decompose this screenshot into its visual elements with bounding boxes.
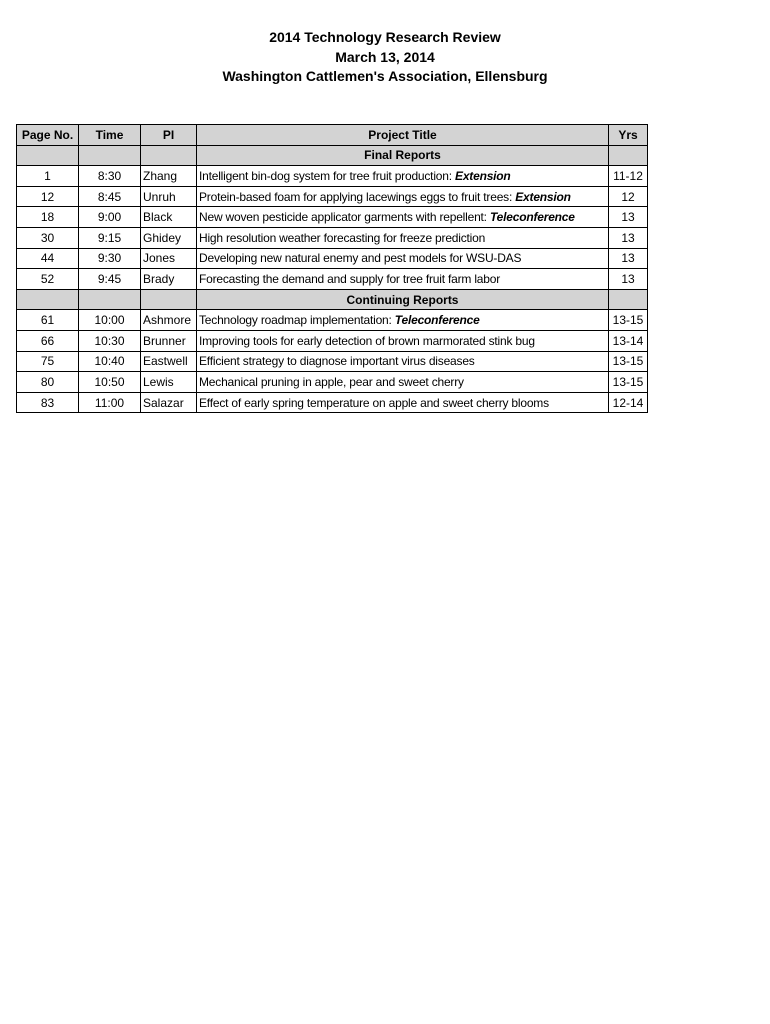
project-title-cell: [197, 248, 609, 269]
table-row: [17, 248, 648, 269]
pi-cell: Lewis: [141, 372, 197, 393]
column-header-project-title: Project Title: [197, 125, 609, 146]
project-title-text: Effect of early spring temperature on apple and sweet cherry blooms: [199, 395, 549, 410]
project-title-cell: [197, 310, 609, 331]
page-number-cell: 12: [17, 186, 79, 207]
page-number-cell: 52: [17, 269, 79, 290]
table-row: [17, 227, 648, 248]
table-row: [17, 392, 648, 413]
page-number-cell: 66: [17, 330, 79, 351]
page-number-cell: 1: [17, 166, 79, 187]
project-title-cell: [197, 207, 609, 228]
yrs-cell: 13: [609, 269, 648, 290]
document-date: March 13, 2014: [335, 48, 435, 65]
yrs-cell: 13-15: [609, 310, 648, 331]
section-row-continuing: [17, 289, 648, 310]
page-number-cell: 44: [17, 248, 79, 269]
yrs-cell: 13-14: [609, 330, 648, 351]
pi-cell: Unruh: [141, 186, 197, 207]
header-row: [17, 125, 648, 146]
time-cell: 9:45: [79, 269, 141, 290]
table-row: [17, 372, 648, 393]
project-title-cell: [197, 392, 609, 413]
pi-cell: Black: [141, 207, 197, 228]
delivery-tag: Teleconference: [489, 210, 575, 225]
yrs-cell: 13: [609, 207, 648, 228]
document-title: 2014 Technology Research Review: [269, 29, 501, 45]
table-row: [17, 351, 648, 372]
project-title-text: New woven pesticide applicator garments with repellent:: [199, 210, 490, 225]
time-cell: 10:30: [79, 330, 141, 351]
project-title-cell: [197, 351, 609, 372]
document-header: [0, 28, 770, 87]
yrs-cell: 13: [609, 248, 648, 269]
project-title-text: Mechanical pruning in apple, pear and sweet cherry: [199, 374, 464, 389]
yrs-cell: 12-14: [609, 392, 648, 413]
project-title-cell: [197, 372, 609, 393]
project-title-cell: [197, 186, 609, 207]
pi-cell: Brady: [141, 269, 197, 290]
pi-cell: Zhang: [141, 166, 197, 187]
column-header-pi: PI: [141, 125, 197, 146]
time-cell: 10:00: [79, 310, 141, 331]
delivery-tag: Teleconference: [394, 313, 480, 328]
table-row: [17, 269, 648, 290]
time-cell: 10:50: [79, 372, 141, 393]
section-row-final: [17, 145, 648, 166]
table-row: [17, 330, 648, 351]
yrs-cell: 12: [609, 186, 648, 207]
page-number-cell: 18: [17, 207, 79, 228]
project-title-text: Technology roadmap implementation:: [199, 313, 395, 328]
project-title-cell: [197, 227, 609, 248]
table-body: [17, 145, 648, 413]
project-title-text: Forecasting the demand and supply for tree fruit farm labor: [199, 271, 501, 286]
schedule-table: [16, 124, 648, 413]
time-cell: 9:30: [79, 248, 141, 269]
project-title-cell: [197, 330, 609, 351]
project-title-text: Protein-based foam for applying lacewings eggs to fruit trees:: [199, 189, 516, 204]
table-row: [17, 186, 648, 207]
page-number-cell: 83: [17, 392, 79, 413]
table-row: [17, 166, 648, 187]
project-title-text: Intelligent bin-dog system for tree fruit production:: [199, 168, 456, 183]
time-cell: 8:45: [79, 186, 141, 207]
column-header-page-no: Page No.: [17, 125, 79, 146]
pi-cell: Eastwell: [141, 351, 197, 372]
project-title-text: Efficient strategy to diagnose important virus diseases: [199, 354, 475, 369]
yrs-cell: 13-15: [609, 372, 648, 393]
project-title-cell: [197, 166, 609, 187]
page-number-cell: 80: [17, 372, 79, 393]
table-row: [17, 207, 648, 228]
project-title-cell: [197, 269, 609, 290]
pi-cell: Salazar: [141, 392, 197, 413]
column-header-yrs: Yrs: [609, 125, 648, 146]
project-title-text: High resolution weather forecasting for freeze prediction: [199, 230, 486, 245]
document-venue: Washington Cattlemen's Association, Ellensburg: [222, 68, 548, 84]
table-row: [17, 310, 648, 331]
pi-cell: Jones: [141, 248, 197, 269]
yrs-cell: 11-12: [609, 166, 648, 187]
pi-cell: Brunner: [141, 330, 197, 351]
pi-cell: Ghidey: [141, 227, 197, 248]
column-header-time: Time: [79, 125, 141, 146]
time-cell: 9:00: [79, 207, 141, 228]
yrs-cell: 13-15: [609, 351, 648, 372]
page-number-cell: 61: [17, 310, 79, 331]
time-cell: 11:00: [79, 392, 141, 413]
project-title-text: Improving tools for early detection of brown marmorated stink bug: [199, 333, 535, 348]
time-cell: 10:40: [79, 351, 141, 372]
page-number-cell: 30: [17, 227, 79, 248]
delivery-tag: Extension: [455, 168, 511, 183]
time-cell: 8:30: [79, 166, 141, 187]
yrs-cell: 13: [609, 227, 648, 248]
section-label-final: Final Reports: [197, 145, 609, 166]
pi-cell: Ashmore: [141, 310, 197, 331]
project-title-text: Developing new natural enemy and pest models for WSU-DAS: [199, 251, 522, 266]
delivery-tag: Extension: [515, 189, 571, 204]
section-label-continuing: Continuing Reports: [197, 289, 609, 310]
page-number-cell: 75: [17, 351, 79, 372]
time-cell: 9:15: [79, 227, 141, 248]
